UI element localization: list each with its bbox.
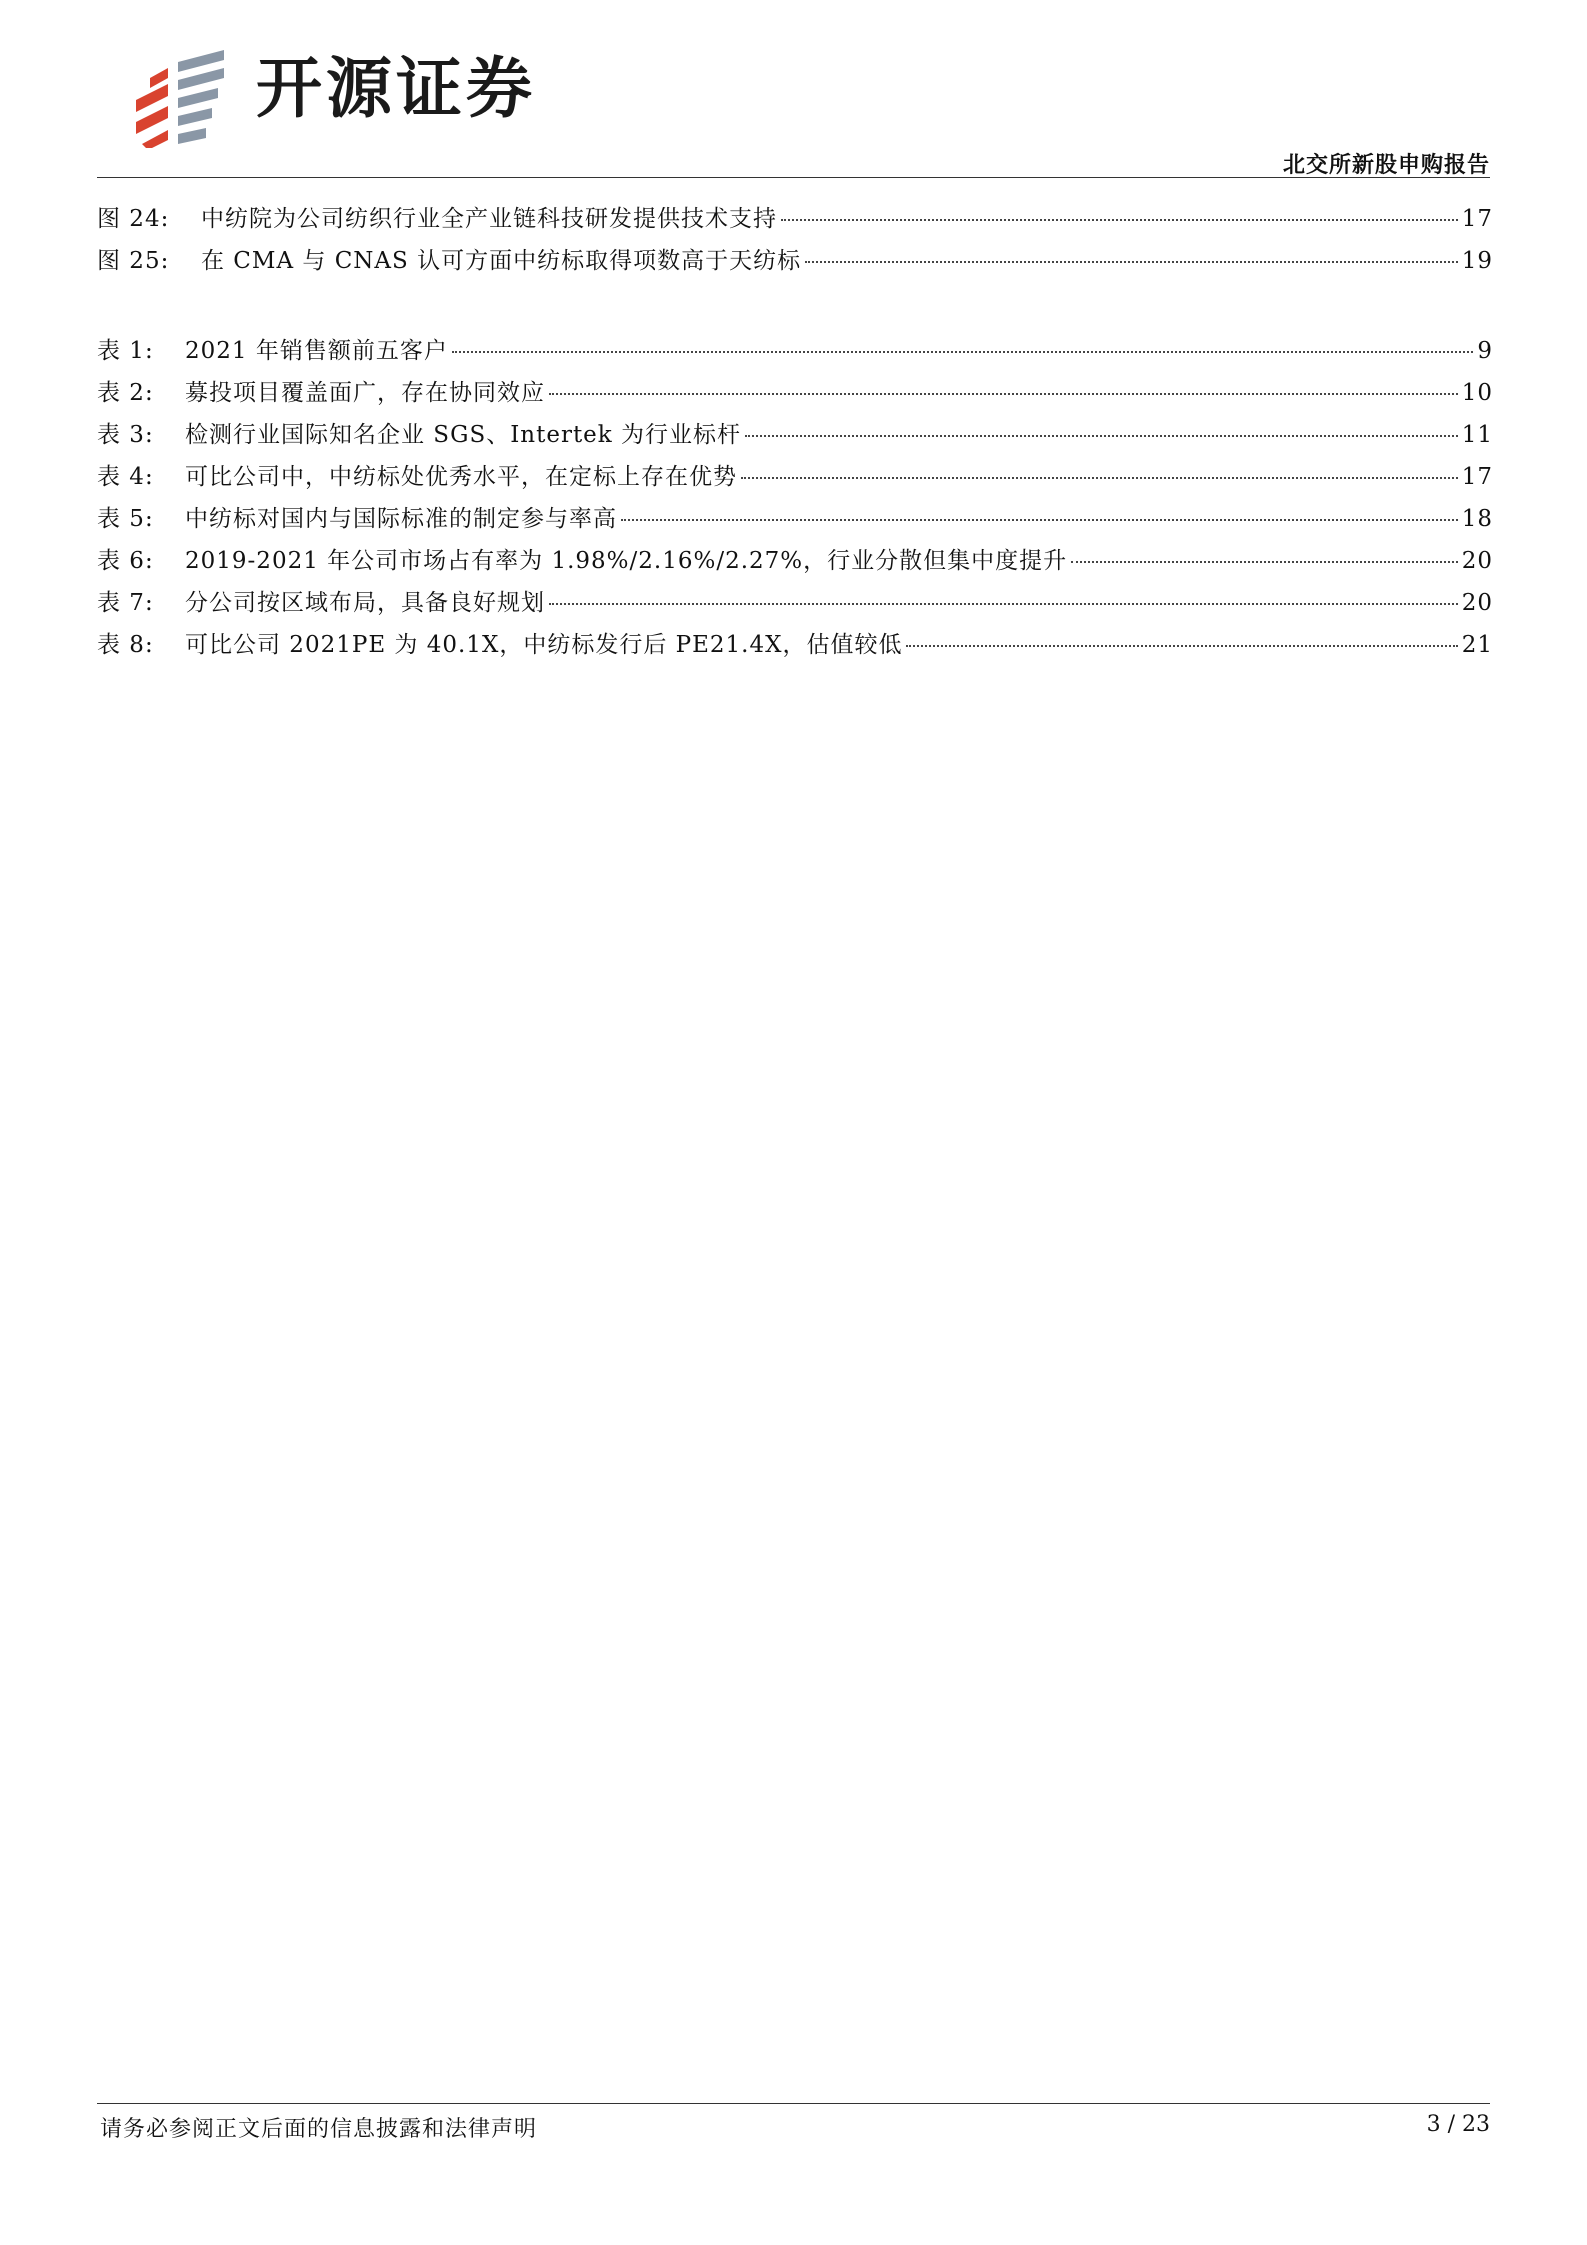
brand-name: 开源证券	[256, 50, 536, 127]
toc-entry-label: 表 7:	[97, 590, 154, 616]
toc-entry[interactable]	[97, 626, 1493, 668]
toc-entry-label: 表 3:	[97, 422, 154, 448]
toc-entry[interactable]	[97, 542, 1493, 584]
toc-entry-page: 21	[1461, 632, 1493, 658]
toc-entry-title: 可比公司中，中纺标处优秀水平，在定标上存在优势	[185, 464, 737, 490]
toc-entry-page: 10	[1461, 380, 1493, 406]
toc-entry-label: 表 1:	[97, 338, 154, 364]
toc-leader-dots	[781, 219, 1458, 221]
toc-entry-label: 图 25:	[97, 248, 170, 274]
toc-entry-label: 表 5:	[97, 506, 154, 532]
toc-entry-title: 募投项目覆盖面广，存在协同效应	[185, 380, 545, 406]
footer-divider	[97, 2103, 1490, 2104]
company-logo	[128, 48, 598, 148]
toc-entry-label: 表 2:	[97, 380, 154, 406]
table-index	[97, 332, 1493, 668]
report-type-label: 北交所新股申购报告	[1282, 153, 1490, 178]
toc-entry-page: 20	[1461, 590, 1493, 616]
toc-entry-title: 分公司按区域布局，具备良好规划	[185, 590, 545, 616]
logo-mark-icon	[128, 48, 240, 148]
toc-leader-dots	[621, 519, 1458, 521]
toc-entry[interactable]	[97, 332, 1493, 374]
disclaimer-text: 请务必参阅正文后面的信息披露和法律声明	[100, 2117, 538, 2142]
toc-entry[interactable]	[97, 500, 1493, 542]
page-number: 3 / 23	[1426, 2112, 1490, 2137]
toc-entry-title: 可比公司 2021PE 为 40.1X，中纺标发行后 PE21.4X，估值较低	[185, 632, 903, 658]
toc-entry-page: 19	[1461, 248, 1493, 274]
toc-entry-page: 18	[1461, 506, 1493, 532]
toc-leader-dots	[549, 603, 1458, 605]
toc-entry-page: 17	[1461, 206, 1493, 232]
toc-leader-dots	[741, 477, 1458, 479]
toc-entry[interactable]	[97, 458, 1493, 500]
toc-entry-page: 17	[1461, 464, 1493, 490]
header-divider	[97, 177, 1490, 178]
toc-entry[interactable]	[97, 242, 1493, 284]
toc-leader-dots	[805, 261, 1458, 263]
toc-entry-page: 11	[1461, 422, 1493, 448]
toc-entry[interactable]	[97, 584, 1493, 626]
toc-leader-dots	[745, 435, 1458, 437]
toc-entry-title: 2021 年销售额前五客户	[185, 338, 448, 364]
toc-entry-page: 20	[1461, 548, 1493, 574]
toc-leader-dots	[1071, 561, 1458, 563]
toc-entry-title: 在 CMA 与 CNAS 认可方面中纺标取得项数高于天纺标	[201, 248, 802, 274]
figure-index	[97, 200, 1493, 284]
toc-entry[interactable]	[97, 200, 1493, 242]
toc-entry-page: 9	[1477, 338, 1493, 364]
toc-entry-label: 表 4:	[97, 464, 154, 490]
toc-leader-dots	[452, 351, 1474, 353]
toc-leader-dots	[549, 393, 1458, 395]
toc-leader-dots	[906, 645, 1457, 647]
toc-entry[interactable]	[97, 416, 1493, 458]
toc-entry-label: 表 8:	[97, 632, 154, 658]
toc-entry-title: 2019-2021 年公司市场占有率为 1.98%/2.16%/2.27%，行业分散但集中度提升	[185, 548, 1068, 574]
toc-entry-title: 中纺院为公司纺织行业全产业链科技研发提供技术支持	[201, 206, 777, 232]
toc-entry-title: 中纺标对国内与国际标准的制定参与率高	[185, 506, 617, 532]
toc-entry[interactable]	[97, 374, 1493, 416]
toc-entry-label: 表 6:	[97, 548, 154, 574]
toc-entry-title: 检测行业国际知名企业 SGS、Intertek 为行业标杆	[185, 422, 742, 448]
toc-entry-label: 图 24:	[97, 206, 170, 232]
